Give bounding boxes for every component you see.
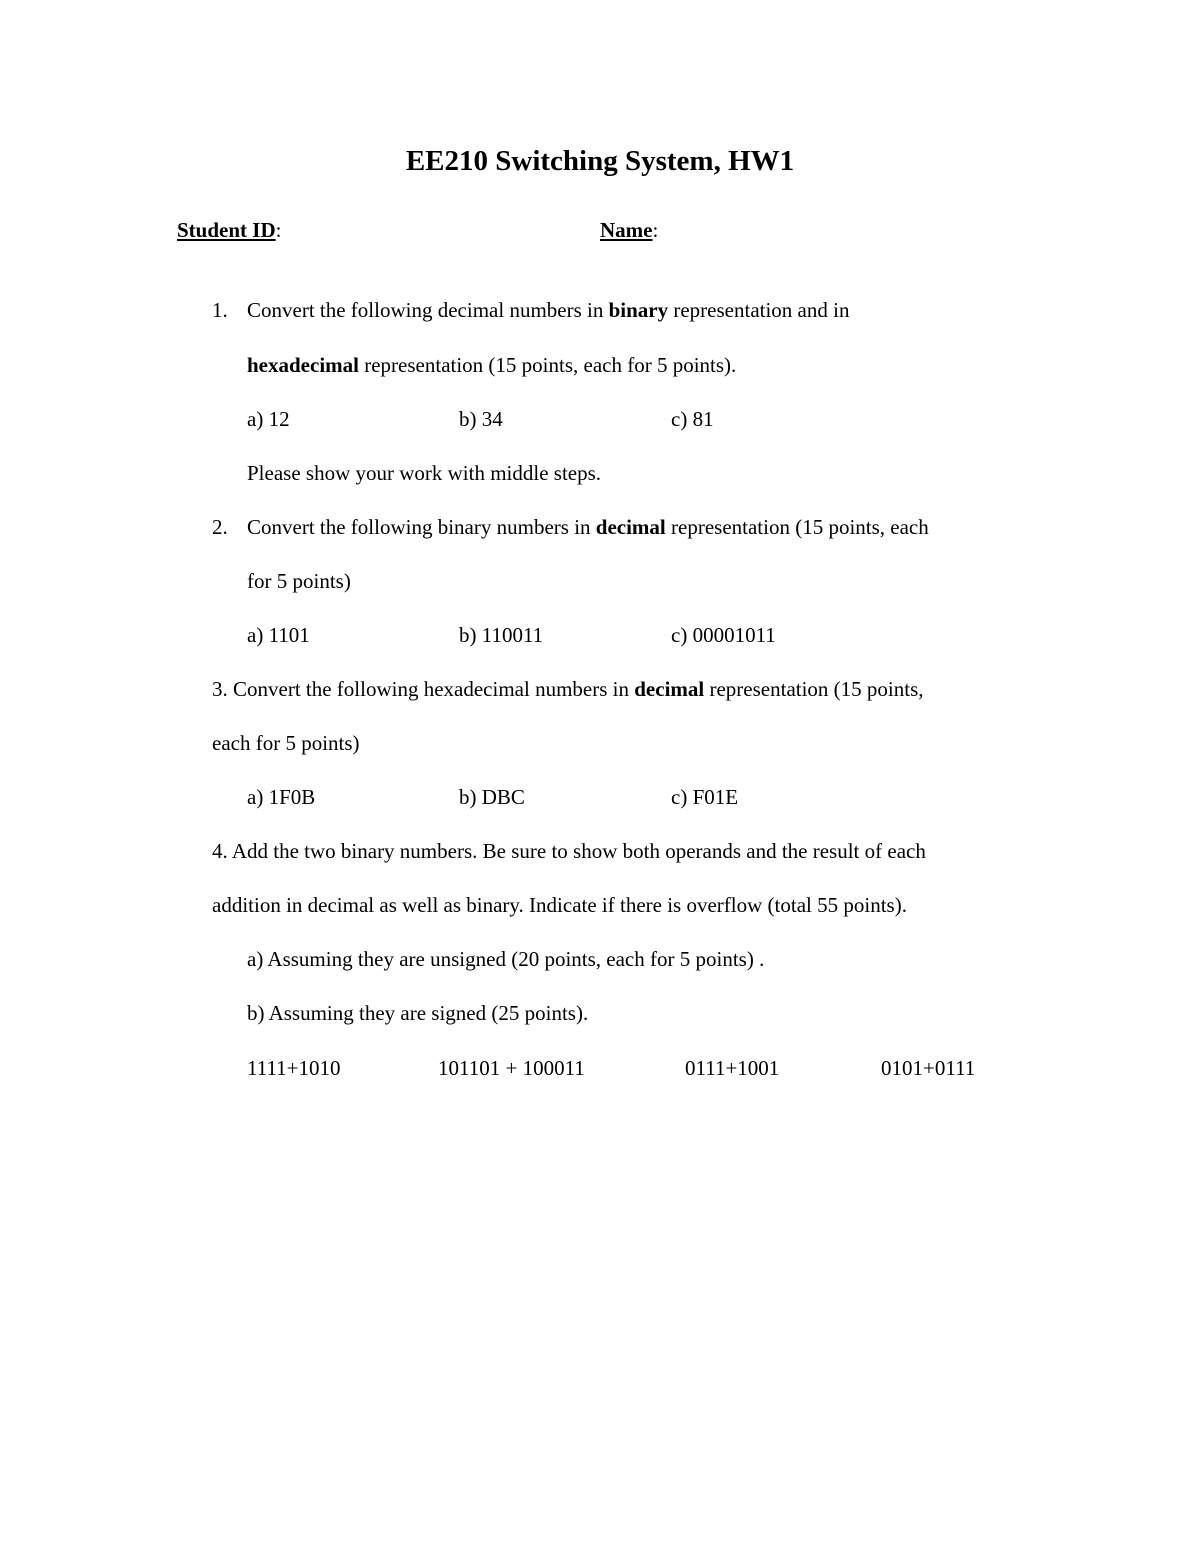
q2-option-b: b) 110011 [459, 623, 544, 647]
q4-operand-1: 1111+1010 [247, 1056, 341, 1080]
q1-option-b: b) 34 [459, 407, 503, 431]
q1-bold-binary: binary [608, 298, 669, 322]
q2-text-b: representation (15 points, each [665, 515, 929, 539]
q1-text-b: representation and in [668, 298, 850, 322]
name-label: Name [600, 218, 653, 242]
name-colon: : [652, 218, 659, 242]
q1-line-2 [247, 353, 736, 377]
student-id-colon: : [275, 218, 282, 242]
q3-text-a: 3. Convert the following hexadecimal numbers in [212, 677, 635, 701]
q2-option-c: c) 00001011 [671, 623, 776, 647]
q2-line-1 [247, 515, 929, 539]
q3-option-b: b) DBC [459, 785, 525, 809]
q4-operand-4: 0101+0111 [881, 1056, 976, 1080]
q4-line-1: 4. Add the two binary numbers. Be sure to show both operands and the result of each [212, 839, 926, 863]
student-id-field [177, 218, 281, 242]
student-id-label: Student ID [177, 218, 276, 242]
q2-bold-decimal: decimal [595, 515, 666, 539]
q3-line-2: each for 5 points) [212, 731, 360, 755]
q1-option-a: a) 12 [247, 407, 290, 431]
q4-part-a: a) Assuming they are unsigned (20 points, each for 5 points) . [247, 947, 765, 971]
page-title: EE210 Switching System, HW1 [405, 145, 795, 177]
q4-line-2: addition in decimal as well as binary. Indicate if there is overflow (total 55 points). [212, 893, 907, 917]
q2-option-a: a) 1101 [247, 623, 310, 647]
name-field [600, 218, 658, 242]
q2-number: 2. [212, 515, 228, 539]
q1-text-c: representation (15 points, each for 5 points). [358, 353, 737, 377]
q1-option-c: c) 81 [671, 407, 714, 431]
q4-operand-3: 0111+1001 [685, 1056, 780, 1080]
q3-bold-decimal: decimal [634, 677, 705, 701]
q3-text-b: representation (15 points, [704, 677, 924, 701]
q4-operand-2: 101101 + 100011 [438, 1056, 585, 1080]
q1-text-a: Convert the following decimal numbers in [247, 298, 609, 322]
q4-part-b: b) Assuming they are signed (25 points). [247, 1001, 589, 1025]
q1-note: Please show your work with middle steps. [247, 461, 602, 485]
q3-option-c: c) F01E [671, 785, 739, 809]
q2-line-2: for 5 points) [247, 569, 351, 593]
q2-text-a: Convert the following binary numbers in [247, 515, 596, 539]
q1-number: 1. [212, 298, 228, 322]
q1-bold-hexadecimal: hexadecimal [247, 353, 359, 377]
q1-line-1 [247, 298, 849, 322]
q3-line-1 [212, 677, 924, 701]
q3-option-a: a) 1F0B [247, 785, 316, 809]
